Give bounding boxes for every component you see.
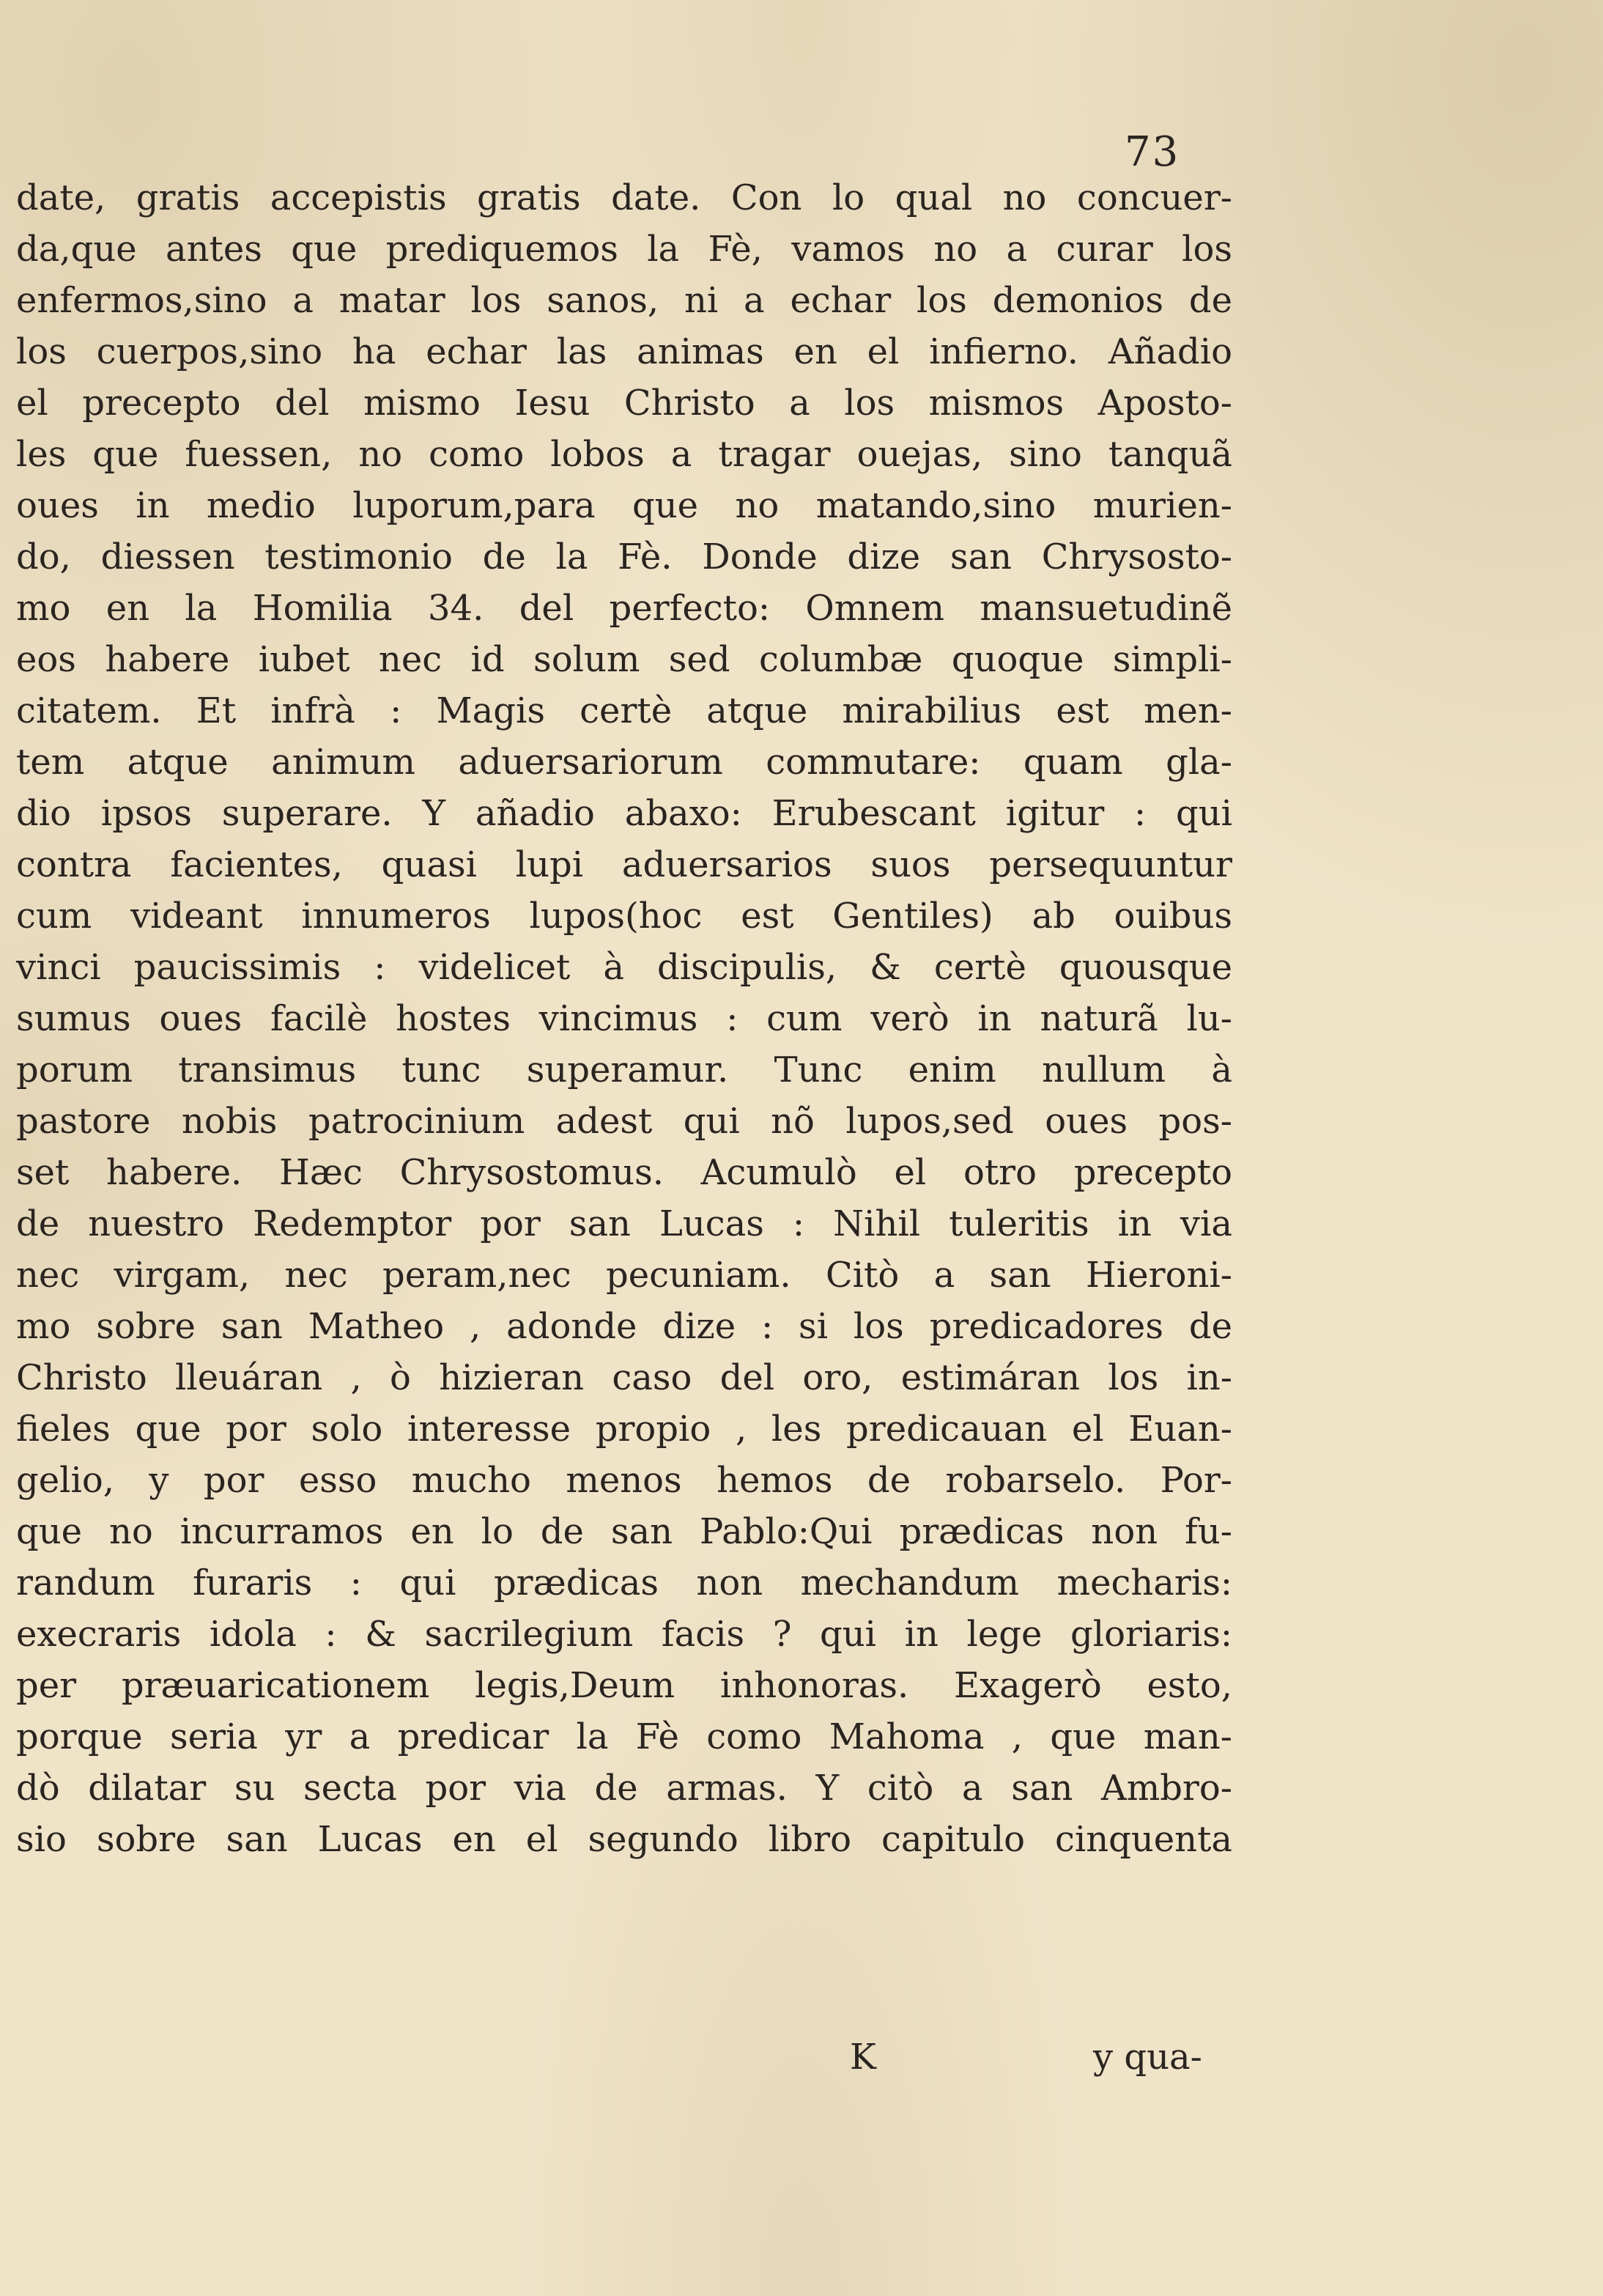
text-line: date, gratis accepistis gratis date. Con lo qual no concuer- [16, 177, 1232, 218]
text-line: randum furaris : qui prædicas non mechandum mecharis: [16, 1562, 1232, 1603]
text-line: porque seria yr a predicar la Fè como Mahoma , que man- [16, 1716, 1232, 1757]
text-line: el precepto del mismo Iesu Christo a los mismos Aposto- [16, 383, 1232, 424]
text-line: da,que antes que prediquemos la Fè, vamos no a curar los [16, 229, 1232, 270]
text-line: do, diessen testimonio de la Fè. Donde dize san Chrysosto- [16, 536, 1232, 577]
text-line: cum videant innumeros lupos(hoc est Gentiles) ab ouibus [16, 896, 1232, 937]
page-footer [0, 2031, 1603, 2083]
text-line: mo sobre san Matheo , adonde dize : si los predicadores de [16, 1306, 1232, 1347]
text-line: nec virgam, nec peram,nec pecuniam. Citò a san Hieroni- [16, 1255, 1232, 1296]
text-line: dio ipsos superare. Y añadio abaxo: Erubescant igitur : qui [16, 793, 1232, 834]
text-line: que no incurramos en lo de san Pablo:Qui prædicas non fu- [16, 1511, 1232, 1552]
text-line: tem atque animum aduersariorum commutare: quam gla- [16, 742, 1232, 783]
page-number: 73 [1125, 128, 1180, 176]
text-line: los cuerpos,sino ha echar las animas en el infierno. Añadio [16, 331, 1232, 372]
catchword: y qua- [1093, 2037, 1202, 2078]
text-line: oues in medio luporum,para que no matando,sino murien- [16, 485, 1232, 526]
text-line: set habere. Hæc Chrysostomus. Acumulò el otro precepto [16, 1152, 1232, 1193]
text-line: execraris idola : & sacrilegium facis ? qui in lege gloriaris: [16, 1614, 1232, 1655]
text-line: pastore nobis patrocinium adest qui nõ lupos,sed oues pos- [16, 1101, 1232, 1142]
text-line: les que fuessen, no como lobos a tragar ouejas, sino tanquã [16, 434, 1232, 475]
text-line: contra facientes, quasi lupi aduersarios suos persequuntur [16, 844, 1232, 885]
signature-mark: K [850, 2037, 876, 2078]
text-line: enfermos,sino a matar los sanos, ni a echar los demonios de [16, 280, 1232, 321]
text-line: de nuestro Redemptor por san Lucas : Nihil tuleritis in via [16, 1203, 1232, 1244]
text-line: eos habere iubet nec id solum sed columbæ quoque simpli- [16, 639, 1232, 680]
text-line: vinci paucissimis : videlicet à discipulis, & certè quousque [16, 947, 1232, 988]
text-line: Christo lleuáran , ò hizieran caso del oro, estimáran los in- [16, 1357, 1232, 1398]
text-line: gelio, y por esso mucho menos hemos de robarselo. Por- [16, 1460, 1232, 1501]
text-line: mo en la Homilia 34. del perfecto: Omnem mansuetudinẽ [16, 588, 1232, 629]
text-line: fieles que por solo interesse propio , les predicauan el Euan- [16, 1409, 1232, 1450]
text-line: sumus oues facilè hostes vincimus : cum verò in naturã lu- [16, 998, 1232, 1039]
text-line: citatem. Et infrà : Magis certè atque mirabilius est men- [16, 690, 1232, 731]
text-line: dò dilatar su secta por via de armas. Y citò a san Ambro- [16, 1768, 1232, 1809]
text-line: sio sobre san Lucas en el segundo libro capitulo cinquenta [16, 1819, 1232, 1860]
text-line: porum transimus tunc superamur. Tunc enim nullum à [16, 1049, 1232, 1090]
body-text [16, 172, 1232, 1865]
text-line: per præuaricationem legis,Deum inhonoras. Exagerò esto, [16, 1665, 1232, 1706]
